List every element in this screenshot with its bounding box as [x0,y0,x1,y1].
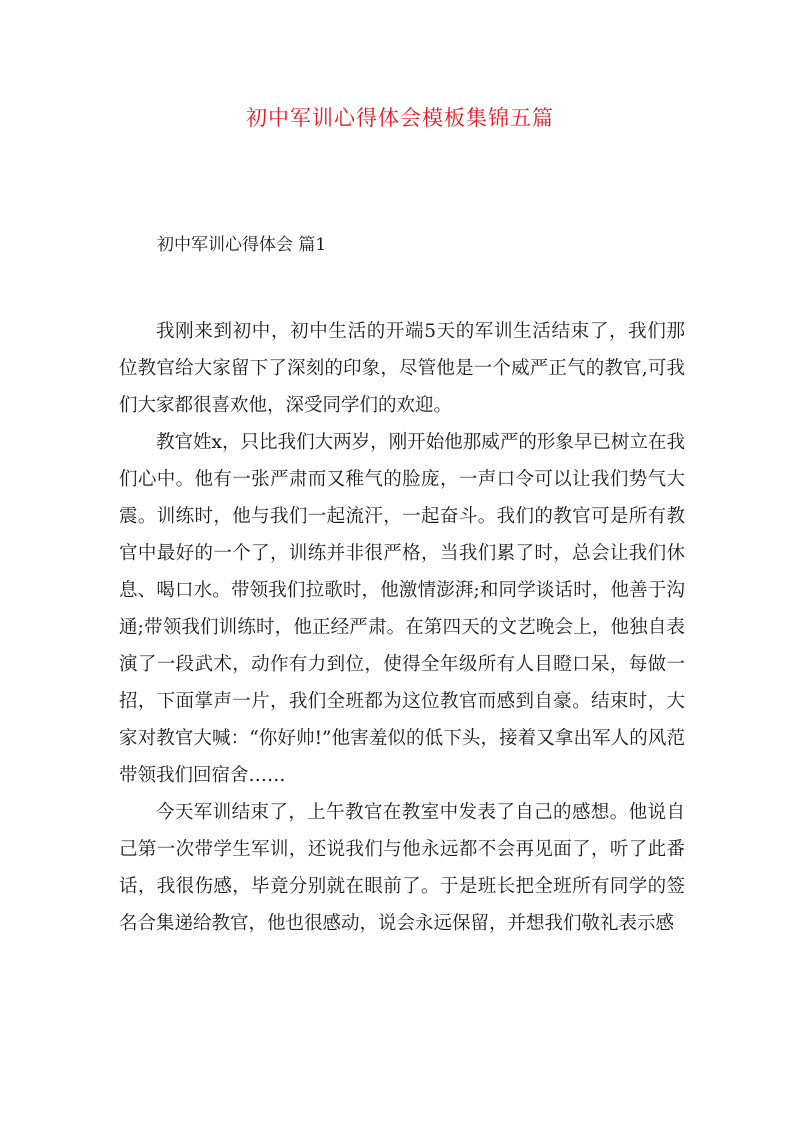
section-heading: 初中军训心得体会 篇1 [157,235,327,255]
paragraph-1: 我刚来到初中，初中生活的开端5天的军训生活结束了，我们那位教官给大家留下了深刻的印象，尽管他是一个威严正气的教官,可我们大家都很喜欢他，深受同学们的欢迎。 [119,321,685,416]
body-text [119,313,685,942]
paragraph-2: 教官姓x，只比我们大两岁，刚开始他那威严的形象早已树立在我们心中。他有一张严肃而又稚气的脸庞，一声口令可以让我们势气大震。训练时，他与我们一起流汗，一起奋斗。我们的教官可是所有教官中最好的一个了，训练并非很严格，当我们累了时，总会让我们休息、喝口水。带领我们拉歌时，他激情澎湃;和同学谈话时，他善于沟通;带领我们训练时，他正经严肃。在第四天的文艺晚会上，他独自表演了一段武术，动作有力到位，使得全年级所有人目瞪口呆，每做一招，下面掌声一片，我们全班都为这位教官而感到自豪。结束时，大家对教官大喊：“你好帅!”他害羞似的低下头，接着又拿出军人的风范带领我们回宿舍…… [119,432,685,786]
document-title: 初中军训心得体会模板集锦五篇 [246,106,554,130]
paragraph-3: 今天军训结束了，上午教官在教室中发表了自己的感想。他说自己第一次带学生军训，还说我们与他永远都不会再见面了，听了此番话，我很伤感，毕竟分别就在眼前了。于是班长把全班所有同学的签名合集递给教官，他也很感动，说会永远保留，并想我们敬礼表示感 [119,802,685,934]
